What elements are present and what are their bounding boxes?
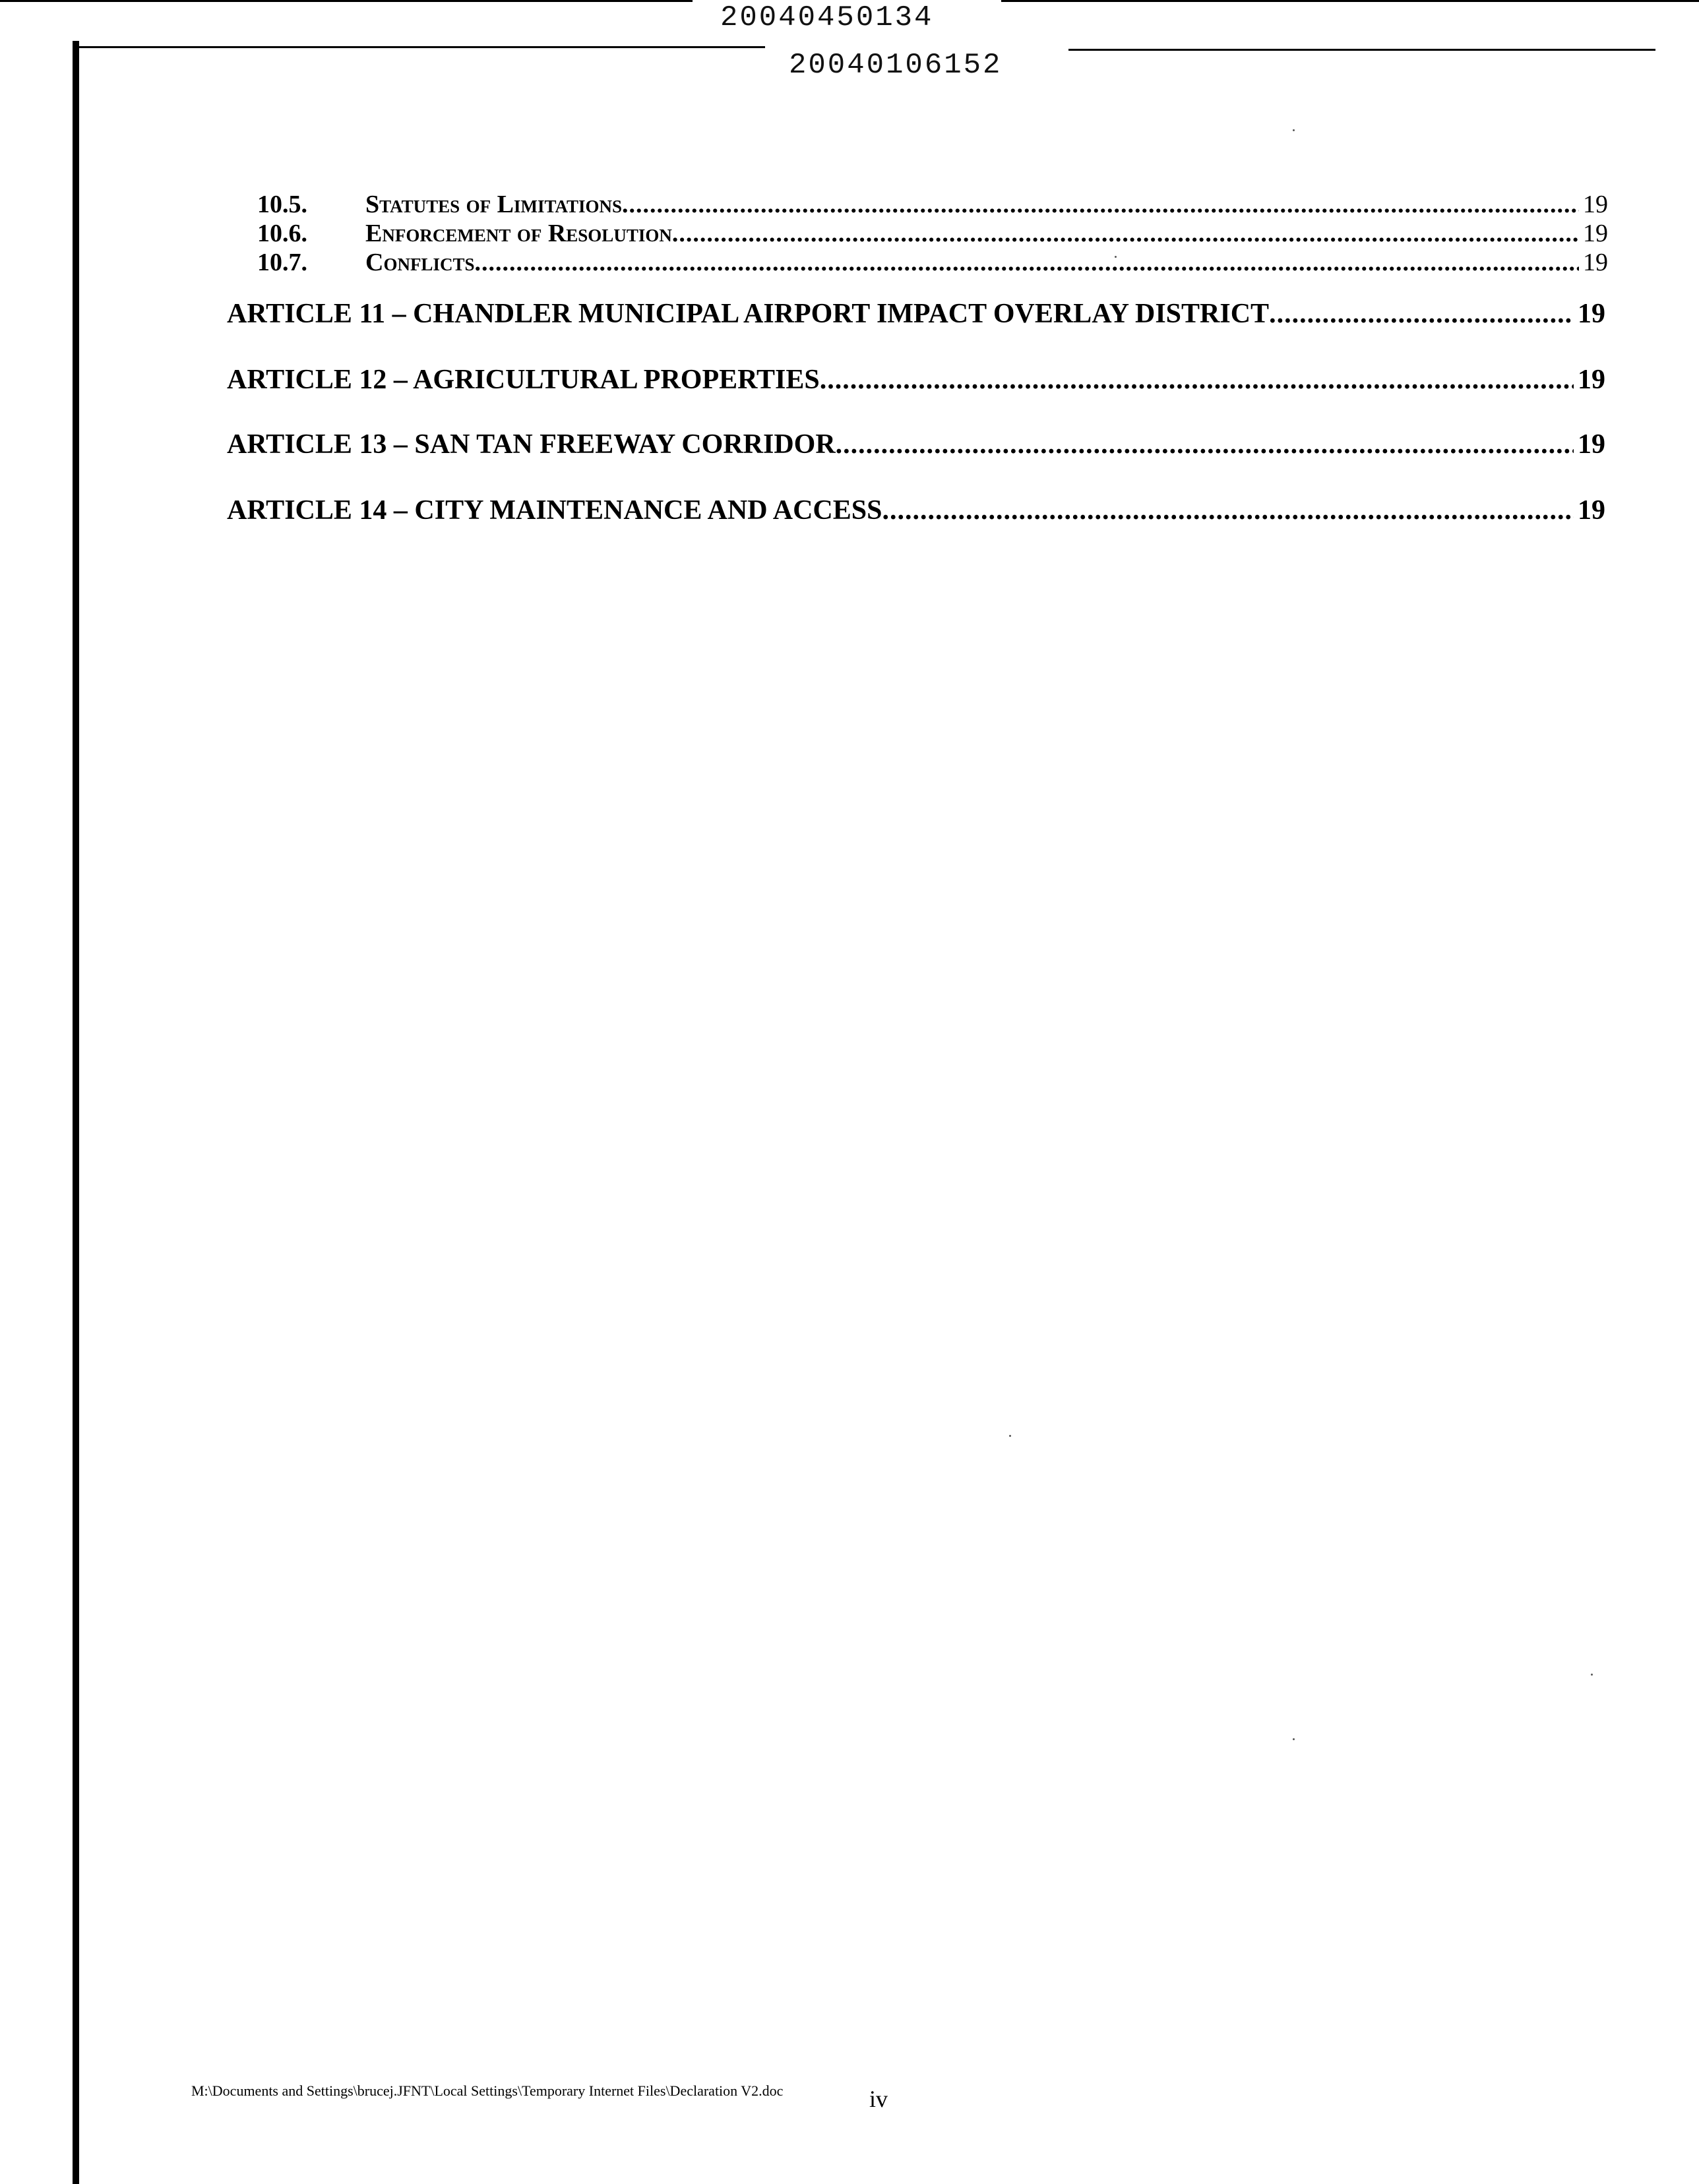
toc-article-row[interactable] [227,495,1605,526]
dot-leader [836,429,1574,460]
dot-leader [820,364,1574,396]
page-number: iv [869,2086,888,2112]
section-number: 10.5. [257,191,307,218]
footer-file-path: M:\Documents and Settings\brucej.JFNT\Local Settings\Temporary Internet Files\Declaration V2.doc [191,2082,784,2099]
top-rule-left [0,0,693,2]
section-page-number: 19 [1583,249,1608,276]
dot-leader [1269,298,1574,330]
article-page-number: 19 [1578,495,1605,526]
article-title: ARTICLE 12 – AGRICULTURAL PROPERTIES [227,365,820,395]
scan-speck [1009,1435,1011,1437]
toc-article-row[interactable] [227,429,1605,460]
toc-section-row[interactable] [257,190,1608,219]
scan-speck [1115,256,1117,258]
scan-speck [1591,1674,1593,1676]
dot-leader [622,190,1579,219]
section-title: Statutes of Limitations [365,191,623,218]
article-page-number: 19 [1578,299,1605,329]
section-title: Enforcement of Resolution [365,220,672,247]
page-top-edge-right [1068,49,1655,51]
dot-leader [672,219,1579,248]
article-title: ARTICLE 11 – CHANDLER MUNICIPAL AIRPORT IMPACT OVERLAY DISTRICT [227,299,1270,329]
dot-leader [474,248,1579,277]
recording-number-top: 20040450134 [720,1,934,34]
toc-article-row[interactable] [227,364,1605,396]
toc-section-row[interactable] [257,219,1608,248]
page-left-edge [73,41,79,2184]
article-page-number: 19 [1578,429,1605,460]
toc-section-row[interactable] [257,248,1608,277]
section-number: 10.6. [257,220,307,247]
section-page-number: 19 [1583,191,1608,218]
section-page-number: 19 [1583,220,1608,247]
dot-leader [882,495,1574,526]
scan-speck [1293,1738,1295,1740]
section-title: Conflicts [365,249,475,276]
toc-article-row[interactable] [227,298,1605,330]
article-title: ARTICLE 14 – CITY MAINTENANCE AND ACCESS [227,495,882,526]
article-page-number: 19 [1578,365,1605,395]
top-rule-right [1001,0,1699,2]
scan-speck [1293,129,1295,131]
page-top-edge-left [79,46,765,48]
recording-number-second: 20040106152 [789,49,1003,82]
section-number: 10.7. [257,249,307,276]
article-title: ARTICLE 13 – SAN TAN FREEWAY CORRIDOR [227,429,836,460]
